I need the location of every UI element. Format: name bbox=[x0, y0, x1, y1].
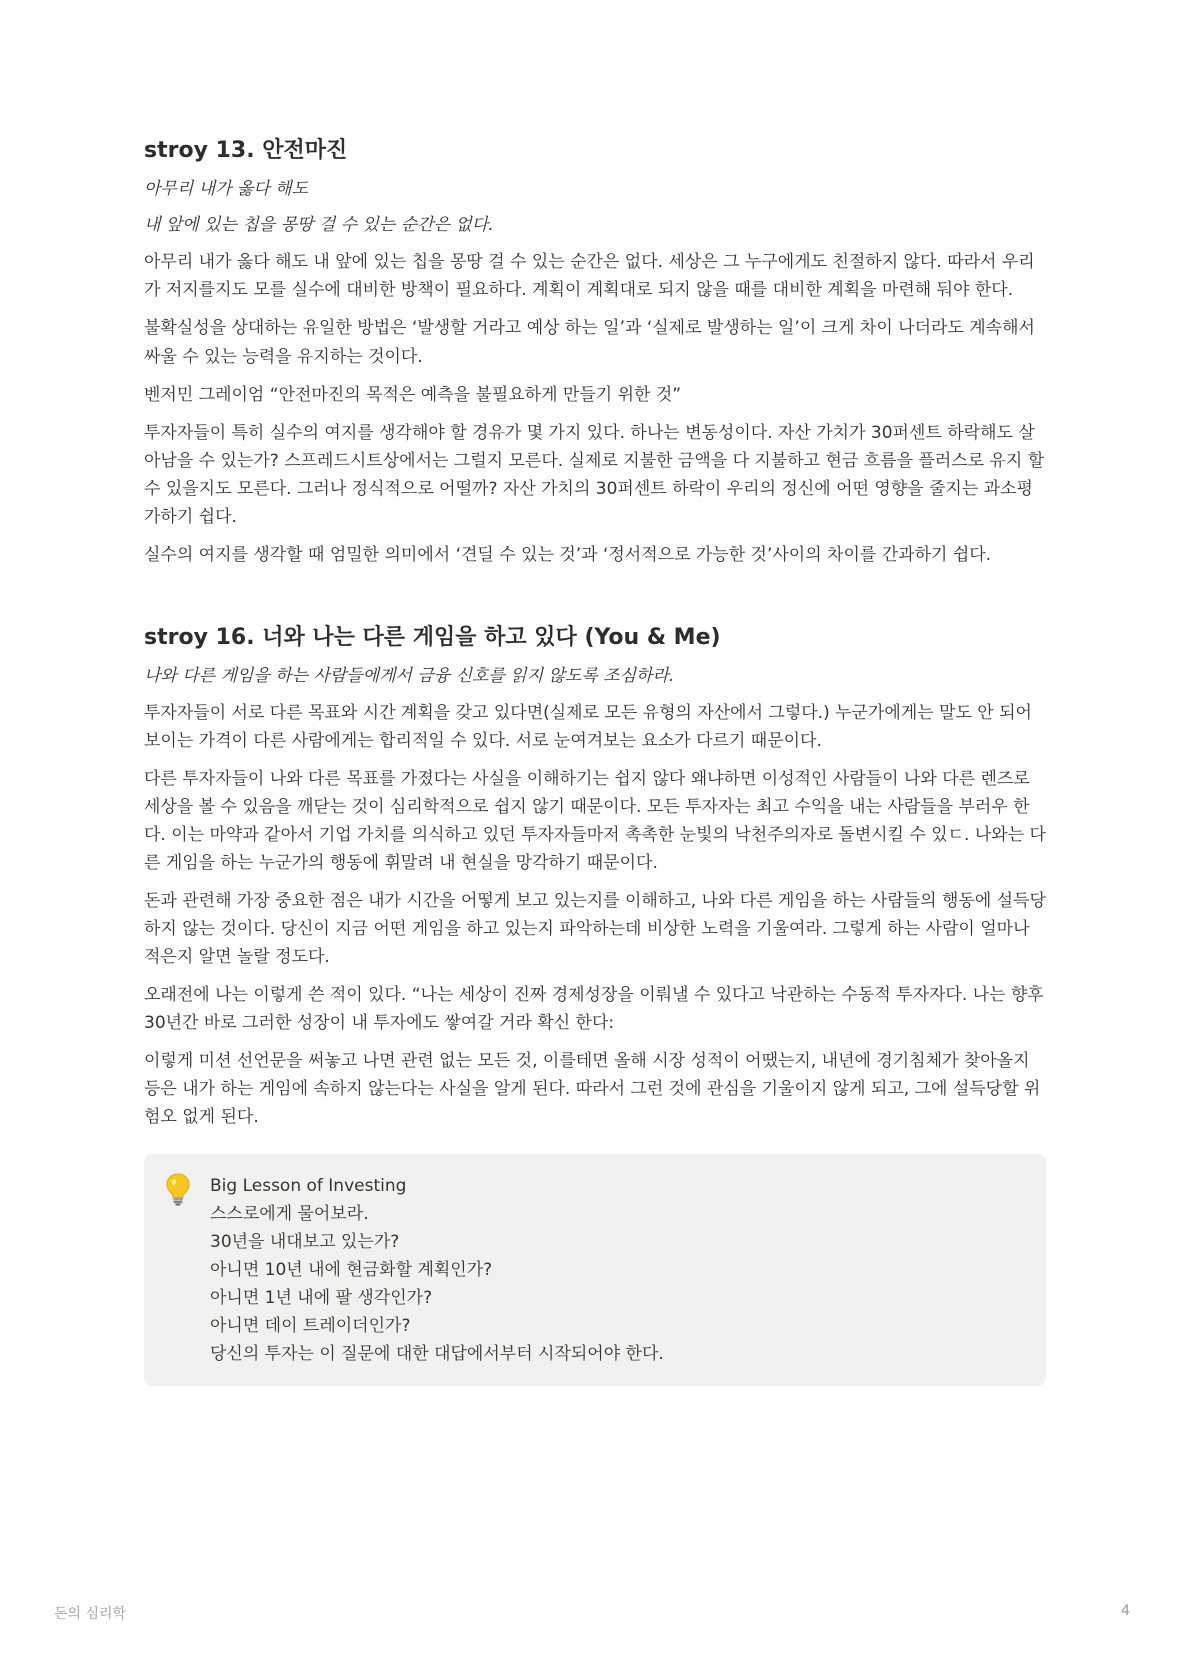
document-body bbox=[144, 136, 1046, 1386]
paragraph: 오래전에 나는 이렇게 쓴 적이 있다. “나는 세상이 진짜 경제성장을 이뤄낼 수 있다고 낙관하는 수동적 투자자다. 나는 향후 30년간 바로 그러한 성장이 내 투자에도 쌓여갈 거라 확신 한다: bbox=[144, 985, 1044, 1034]
section-subtitle: 아무리 내가 옳다 해도 bbox=[144, 178, 309, 199]
section-title-story-16: stroy 16. 너와 나는 다른 게임을 하고 있다 (You & Me) bbox=[144, 624, 721, 650]
section-subtitle: 내 앞에 있는 칩을 몽땅 걸 수 있는 순간은 없다. bbox=[144, 215, 494, 236]
paragraph: 돈과 관련해 가장 중요한 점은 내가 시간을 어떻게 보고 있는지를 이해하고, 나와 다른 게임을 하는 사람들의 행동에 설득당하지 않는 것이다. 당신이 지금 어떤 게임을 하고 있는지 파악하는데 비상한 노력을 기울여라. 그렇게 하는 사람이 얼마나 적은지 알면 놀랄 정도다. bbox=[144, 891, 1046, 968]
paragraph: 투자자들이 특히 실수의 여지를 생각해야 할 경유가 몇 가지 있다. 하나는 변동성이다. 자산 가치가 30퍼센트 하락해도 살아남을 수 있는가? 스프레드시트상에서는 그럴지 모른다. 실제로 지불한 금액을 다 지불하고 현금 흐름을 플러스로 유지 할 수 있을지도 모른다. 그러나 정식적으로 어떨까? 자산 가치의 30퍼센트 하락이 우리의 정신에 어떤 영향을 줄지는 과소평가하기 쉽다. bbox=[144, 422, 1045, 527]
paragraph: 이렇게 미션 선언문을 써놓고 나면 관련 없는 모든 것, 이를테면 올해 시장 성적이 어땠는지, 내년에 경기침체가 찾아올지 등은 내가 하는 게임에 속하지 않는다는 사실을 알게 된다. 따라서 그런 것에 관심을 기울이지 않게 되고, 그에 설득당할 위험오 없게 된다. bbox=[144, 1051, 1041, 1128]
paragraph: 벤저민 그레이엄 “안전마진의 목적은 예측을 불필요하게 만들기 위한 것” bbox=[144, 384, 682, 405]
section-spacer bbox=[144, 579, 1046, 623]
paragraph: 다른 투자자들이 나와 다른 목표를 가졌다는 사실을 이해하기는 쉽지 않다 왜냐하면 이성적인 사람들이 나와 다른 렌즈로 세상을 볼 수 있음을 깨닫는 것이 심리학적으로 쉽지 않기 때문이다. 모든 투자자는 최고 수익을 내는 사람들을 부러우 한다. 이는 마약과 같아서 기업 가치를 의식하고 있던 투자자들마저 촉촉한 눈빛의 낙천주의자로 돌변시킬 수 있ㄷ. 나와는 다른 게임을 하는 누군가의 행동에 휘말려 내 현실을 망각하기 때문이다. bbox=[144, 768, 1046, 874]
callout-line: 30년을 내대보고 있는가? bbox=[210, 1231, 400, 1252]
callout-line: 아니면 10년 내에 현금화할 계획인가? bbox=[210, 1259, 493, 1280]
callout-line: 아니면 1년 내에 팔 생각인가? bbox=[210, 1287, 433, 1308]
paragraph: 불확실성을 상대하는 유일한 방법은 ‘발생할 거라고 예상 하는 일’과 ‘실제로 발생하는 일’이 크게 차이 나더라도 계속해서 싸울 수 있는 능력을 유지하는 것이다. bbox=[144, 318, 1035, 367]
section-subtitle: 나와 다른 게임을 하는 사람들에게서 금융 신호를 읽지 않도록 조심하라. bbox=[144, 665, 675, 686]
paragraph: 실수의 여지를 생각할 때 엄밀한 의미에서 ‘견딜 수 있는 것’과 ‘정서적으로 가능한 것’사이의 차이를 간과하기 쉽다. bbox=[144, 544, 992, 565]
paragraph: 투자자들이 서로 다른 목표와 시간 계획을 갖고 있다면(실제로 모든 유형의 자산에서 그렇다.) 누군가에게는 말도 안 되어 보이는 가격이 다른 사람에게는 합리적일 수 있다. 서로 눈여겨보는 요소가 다르기 때문이다. bbox=[144, 702, 1032, 751]
callout-line: 아니면 데이 트레이더인가? bbox=[210, 1315, 411, 1336]
callout-heading: Big Lesson of Investing bbox=[210, 1175, 407, 1196]
callout-line: 스스로에게 물어보라. bbox=[210, 1203, 369, 1224]
lightbulb-icon bbox=[164, 1172, 192, 1206]
footer-document-title: 돈의 심리학 bbox=[54, 1606, 127, 1622]
callout-content bbox=[210, 1172, 664, 1368]
callout-box bbox=[144, 1154, 1046, 1386]
paragraph: 아무리 내가 옳다 해도 내 앞에 있는 칩을 몽땅 걸 수 있는 순간은 없다. 세상은 그 누구에게도 친절하지 않다. 따라서 우리가 저지를지도 모를 실수에 대비한 방책이 필요하다. 계획이 계획대로 되지 않을 때를 대비한 계획을 마련해 둬야 한다. bbox=[144, 252, 1035, 301]
callout-line: 당신의 투자는 이 질문에 대한 대답에서부터 시작되어야 한다. bbox=[210, 1343, 664, 1364]
section-title-story-13: stroy 13. 안전마진 bbox=[144, 138, 348, 163]
footer-page-number: 4 bbox=[1121, 1603, 1130, 1619]
